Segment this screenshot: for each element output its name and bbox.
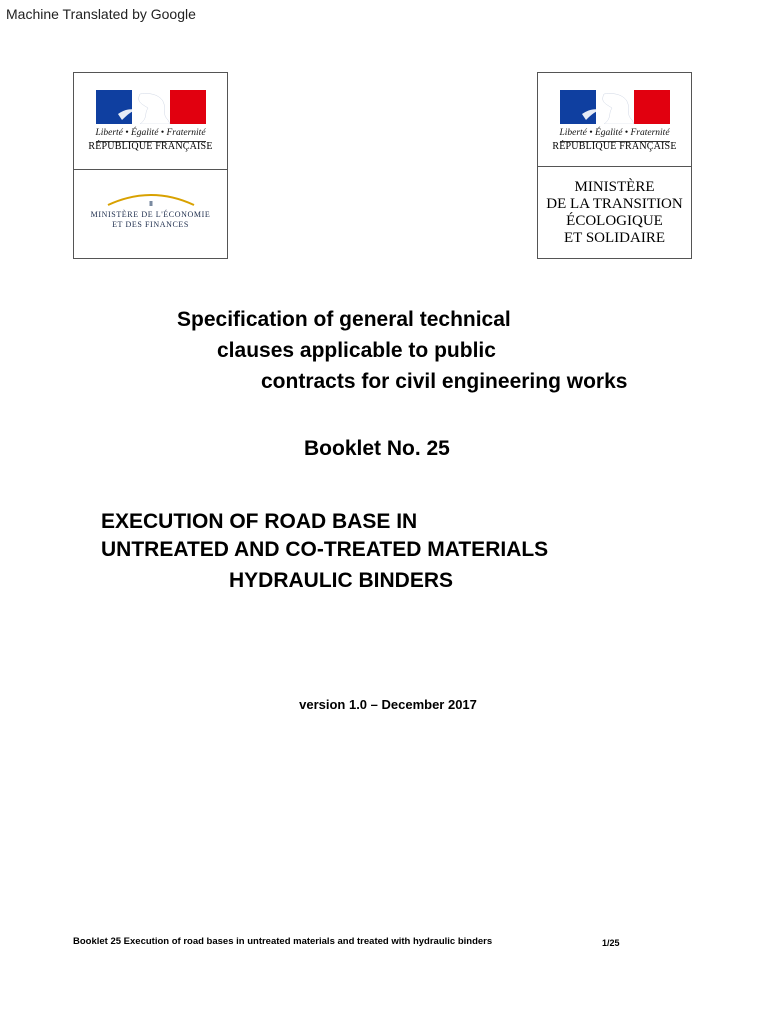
execution-title-line2: UNTREATED AND CO-TREATED MATERIALS — [101, 538, 549, 561]
logo-divider — [74, 169, 227, 170]
spec-title-line1: Specification of general technical — [177, 308, 511, 331]
execution-title-line3: HYDRAULIC BINDERS — [229, 569, 454, 592]
ministry-arc-icon — [106, 191, 196, 207]
booklet-number: Booklet No. 25 — [304, 437, 450, 460]
ministry-transition-line4: ET SOLIDAIRE — [564, 230, 665, 246]
logo-box-ecological-transition — [537, 72, 692, 259]
motto-text: Liberté • Égalité • Fraternité — [559, 128, 670, 138]
republique-francaise-label: RÉPUBLIQUE FRANÇAISE — [552, 141, 677, 152]
ministry-economy-line2: ET DES FINANCES — [112, 220, 189, 229]
logo-box-economy — [73, 72, 228, 259]
motto-text: Liberté • Égalité • Fraternité — [95, 128, 206, 138]
marianne-flag-icon — [560, 90, 670, 124]
ministry-transition-line2: DE LA TRANSITION — [546, 196, 683, 212]
execution-title-line1: EXECUTION OF ROAD BASE IN — [101, 510, 418, 533]
marianne-flag-icon — [96, 90, 206, 124]
page-number: 1/25 — [602, 938, 620, 948]
footer-text: Booklet 25 Execution of road bases in untreated materials and treated with hydraulic binders — [73, 936, 493, 947]
machine-translated-banner: Machine Translated by Google — [6, 6, 196, 22]
spec-title-line2: clauses applicable to public — [217, 339, 496, 362]
ministry-transition-line3: ÉCOLOGIQUE — [566, 213, 663, 229]
logo-divider — [538, 166, 691, 167]
spec-title-line3: contracts for civil engineering works — [261, 370, 628, 393]
ministry-economy-line1: MINISTÈRE DE L'ÉCONOMIE — [90, 210, 211, 219]
version-label: version 1.0 – December 2017 — [299, 697, 477, 712]
ministry-transition-line1: MINISTÈRE — [574, 179, 655, 195]
republique-francaise-label: RÉPUBLIQUE FRANÇAISE — [88, 141, 213, 152]
